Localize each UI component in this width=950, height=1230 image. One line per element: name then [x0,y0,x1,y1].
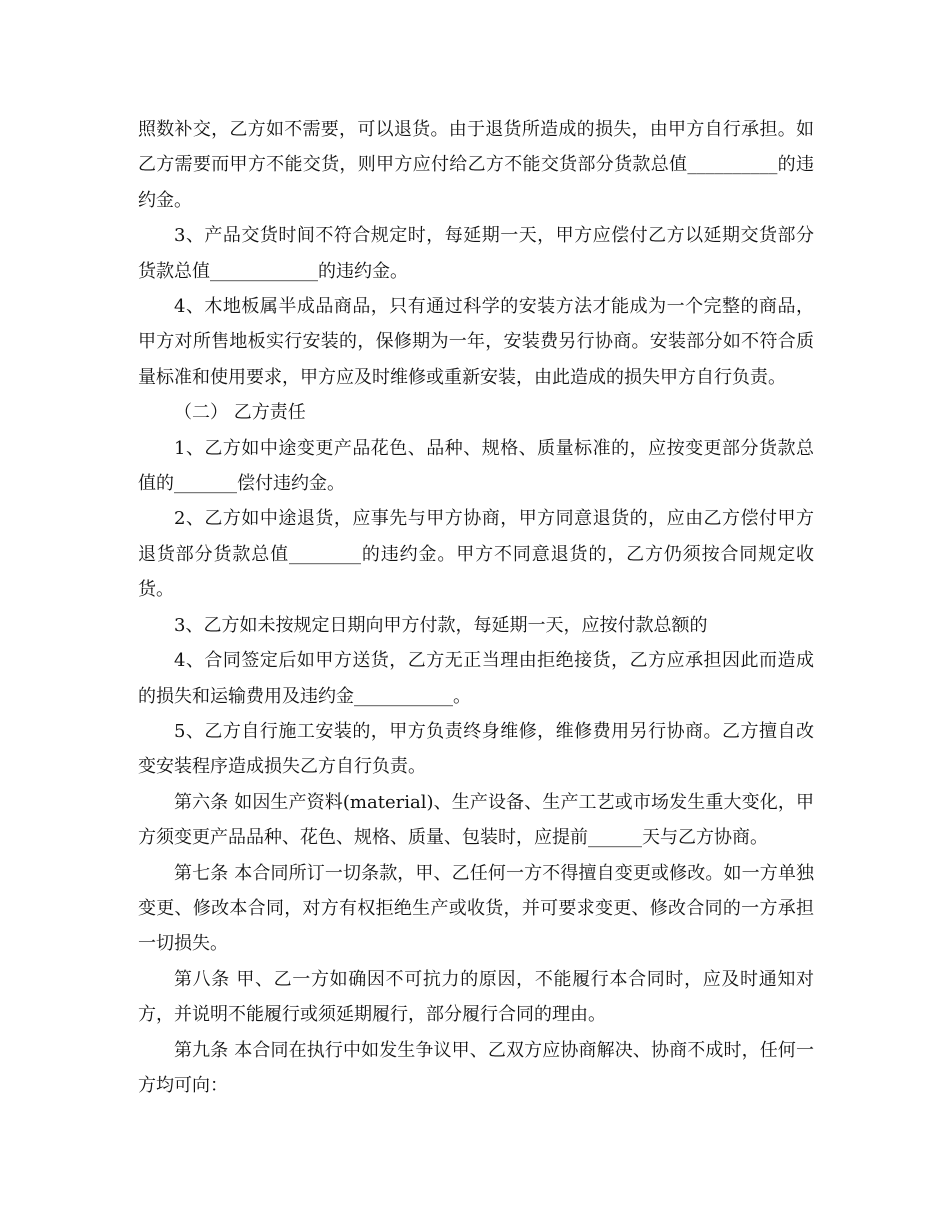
paragraph-penalty-continuation: 照数补交，乙方如不需要，可以退货。由于退货所造成的损失，由甲方自行承担。如乙方需要而甲方不能交货，则甲方应付给乙方不能交货部分货款总值__________的违约金。 [138,119,814,211]
article-seven: 第七条 本合同所订一切条款，甲、乙任何一方不得擅自变更或修改。如一方单独变更、修改本合同，对方有权拒绝生产或收货，并可要求变更、修改合同的一方承担一切损失。 [138,862,814,955]
paragraph-party-b-self-install: 5、乙方自行施工安装的，甲方负责终身维修，维修费用另行协商。乙方擅自改变安装程序造成损失乙方自行负责。 [138,720,814,778]
document-body [138,112,814,1103]
article-six: 第六条 如因生产资料(material)、生产设备、生产工艺或市场发生重大变化，甲方须变更产品品种、花色、规格、质量、包装时，应提前______天与乙方协商。 [138,791,814,849]
paragraph-party-b-return: 2、乙方如中途退货，应事先与甲方协商，甲方同意退货的，应由乙方偿付甲方退货部分货款总值________的违约金。甲方不同意退货的，乙方仍须按合同规定收货。 [138,508,814,601]
article-nine: 第九条 本合同在执行中如发生争议甲、乙双方应协商解决、协商不成时，任何一方均可向： [138,1039,814,1096]
paragraph-party-b-late-payment: 3、乙方如未按规定日期向甲方付款，每延期一天，应按付款总额的 [174,614,708,636]
section-heading-party-b: （二） 乙方责任 [174,402,306,424]
paragraph-installation: 4、木地板属半成品商品，只有通过科学的安装方法才能成为一个完整的商品，甲方对所售地板实行安装的，保修期为一年，安装费另行协商。安装部分如不符合质量标准和使用要求，甲方应及时维修或重新安装，由此造成的损失甲方自行负责。 [138,296,814,388]
paragraph-party-b-change: 1、乙方如中途变更产品花色、品种、规格、质量标准的，应按变更部分货款总值的_______偿付违约金。 [138,437,814,495]
article-eight: 第八条 甲、乙一方如确因不可抗力的原因，不能履行本合同时，应及时通知对方，并说明不能履行或须延期履行，部分履行合同的理由。 [138,968,814,1026]
paragraph-late-delivery: 3、产品交货时间不符合规定时，每延期一天，甲方应偿付乙方以延期交货部分货款总值____________的违约金。 [138,225,814,282]
paragraph-party-b-refuse-delivery: 4、合同签定后如甲方送货，乙方无正当理由拒绝接货，乙方应承担因此而造成的损失和运输费用及违约金___________。 [138,650,814,707]
